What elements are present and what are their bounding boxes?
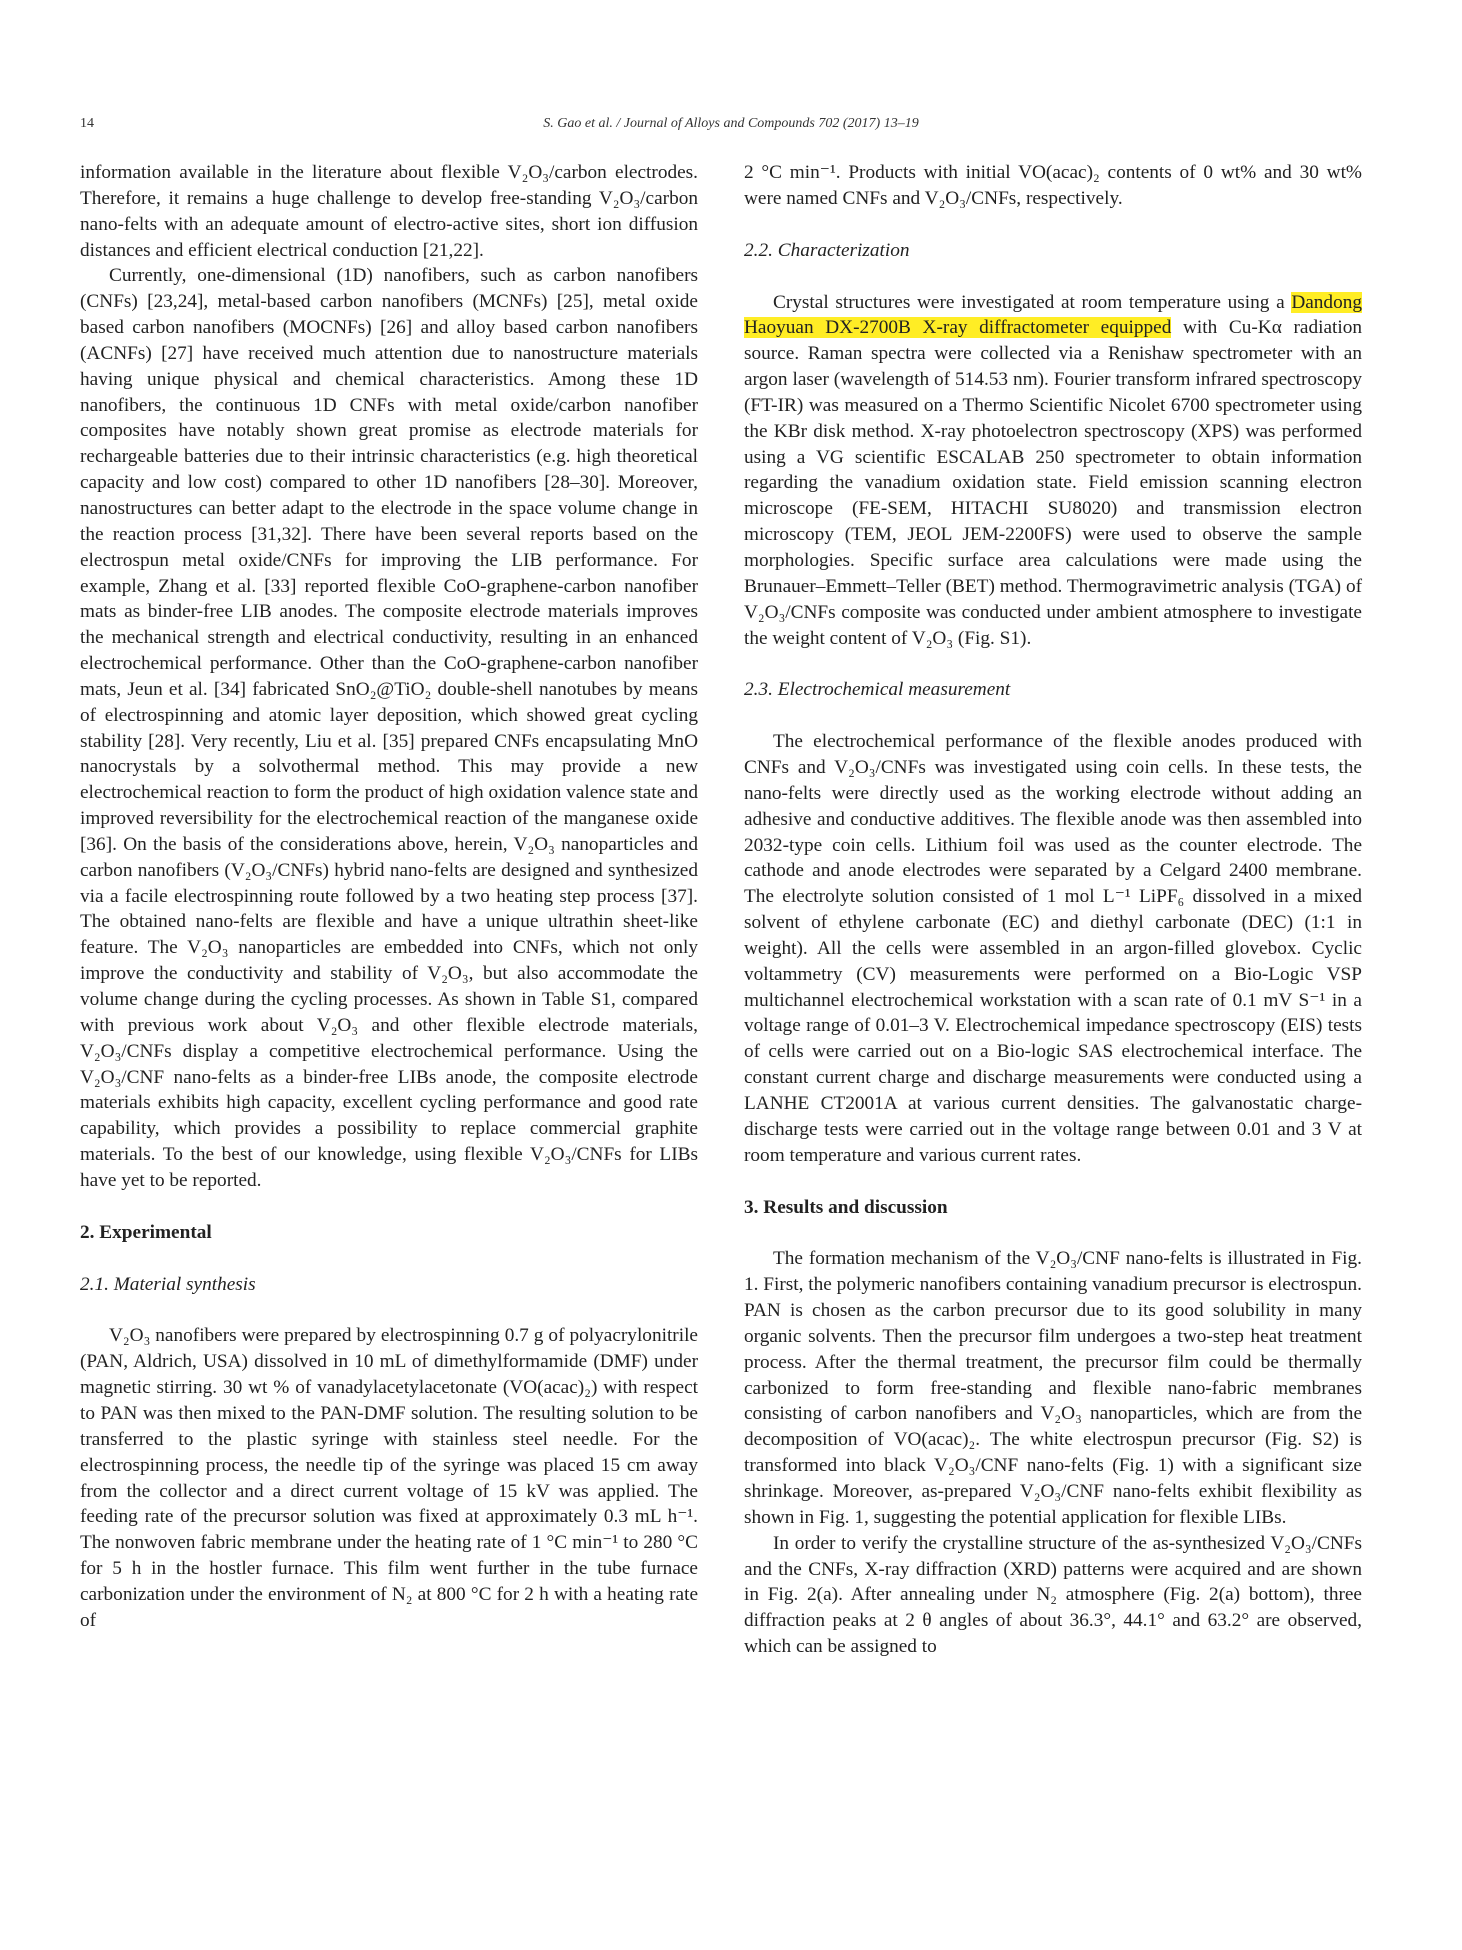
paragraph [744, 290, 1362, 652]
section-heading: 3. Results and discussion [744, 1196, 948, 1218]
highlighted-text: Dandong Haoyuan DX-2700B X-ray diffractometer equipped [744, 291, 1362, 339]
paragraph: The formation mechanism of the V₂O₃/CNF nano-felts is illustrated in Fig. 1. First, the polymeric nanofibers containing vanadium precursor is electrospun. PAN is chosen as the carbon precursor due to its good solubility in many organic solvents. Then the precursor film undergoes a two-step heat treatment process. After the thermal treatment, the precursor film could be thermally carbonized to form free-standing and flexible nano-fabric membranes consisting of carbon nanofibers and V₂O₃ nanoparticles, which are from the decomposition of VO(acac)₂. The white electrospun precursor (Fig. S2) is transformed into black V₂O₃/CNF nano-felts (Fig. 1) with a significant size shrinkage. Moreover, as-prepared V₂O₃/CNF nano-felts exhibit flexibility as shown in Fig. 1, suggesting the potential application for flexible LIBs. [744, 1248, 1362, 1528]
left-column [80, 160, 698, 1634]
page-number: 14 [80, 116, 94, 131]
section-heading: 2. Experimental [80, 1221, 212, 1243]
subsection-heading: 2.3. Electrochemical measurement [744, 679, 1011, 701]
text-run: with Cu-Kα radiation source. Raman spectra were collected via a Renishaw spectrometer with an argon laser (wavelength of 514.53 nm). Fourier transform infrared spectroscopy (FT-IR) was measured on a Thermo Scientific Nicolet 6700 spectrometer using the KBr disk method. X-ray photoelectron spectroscopy (XPS) was performed using a VG scientific ESCALAB 250 spectrometer to obtain information regarding the vanadium oxidation state. Field emission scanning electron microscope (FE-SEM, HITACHI SU8020) and transmission electron microscopy (TEM, JEOL JEM-2200FS) were used to observe the sample morphologies. Specific surface area calculations were made using the Brunauer–Emmett–Teller (BET) method. Thermogravimetric analysis (TGA) of V₂O₃/CNFs composite was conducted under ambient atmosphere to investigate the weight content of V₂O₃ (Fig. S1). [744, 317, 1362, 649]
text-run: Crystal structures were investigated at room temperature using a [773, 291, 1292, 313]
paragraph: 2 °C min⁻¹. Products with initial VO(acac)₂ contents of 0 wt% and 30 wt% were named CNFs and V₂O₃/CNFs, respectively. [744, 162, 1362, 209]
paragraph: V₂O₃ nanofibers were prepared by electrospinning 0.7 g of polyacrylonitrile (PAN, Aldrich, USA) dissolved in 10 mL of dimethylformamide (DMF) under magnetic stirring. 30 wt % of vanadylacetylacetonate (VO(acac)₂) with respect to PAN was then mixed to the PAN-DMF solution. The resulting solution to be transferred to the plastic syringe with stainless steel needle. For the electrospinning process, the needle tip of the syringe was placed 15 cm away from the collector and a direct current voltage of 15 kV was applied. The feeding rate of the precursor solution was fixed at approximately 0.3 mL h⁻¹. The nonwoven fabric membrane under the heating rate of 1 °C min⁻¹ to 280 °C for 5 h in the hostler furnace. This film went further in the tube furnace carbonization under the environment of N₂ at 800 °C for 2 h with a heating rate of [80, 1325, 698, 1631]
subsection-heading: 2.1. Material synthesis [80, 1273, 256, 1295]
paragraph: The electrochemical performance of the flexible anodes produced with CNFs and V₂O₃/CNFs was investigated using coin cells. In these tests, the nano-felts were directly used as the working electrode without adding an adhesive and conductive additives. The flexible anode was then assembled into 2032-type coin cells. Lithium foil was used as the counter electrode. The cathode and anode electrodes were separated by a Celgard 2400 membrane. The electrolyte solution consisted of 1 mol L⁻¹ LiPF₆ dissolved in a mixed solvent of ethylene carbonate (EC) and diethyl carbonate (DEC) (1:1 in weight). All the cells were assembled in an argon-filled glovebox. Cyclic voltammetry (CV) measurements were performed on a Bio-Logic VSP multichannel electrochemical workstation with a scan rate of 0.1 mV S⁻¹ in a voltage range of 0.01–3 V. Electrochemical impedance spectroscopy (EIS) tests of cells were carried out on a Bio-logic SAS electrochemical interface. The constant current charge and discharge measurements were conducted using a LANHE CT2001A at various current densities. The galvanostatic charge-discharge tests were carried out in the voltage range between 0.01 and 3 V at room temperature and various current rates. [744, 731, 1362, 1166]
paragraph: information available in the literature about flexible V₂O₃/carbon electrodes. Therefore, it remains a huge challenge to develop free-standing V₂O₃/carbon nano-felts with an adequate amount of electro-active sites, short ion diffusion distances and efficient electrical conduction [21,22]. [80, 162, 698, 261]
paragraph: In order to verify the crystalline structure of the as-synthesized V₂O₃/CNFs and the CNFs, X-ray diffraction (XRD) patterns were acquired and are shown in Fig. 2(a). After annealing under N₂ atmosphere (Fig. 2(a) bottom), three diffraction peaks at 2 θ angles of about 36.3°, 44.1° and 63.2° are observed, which can be assigned to [744, 1532, 1362, 1658]
paragraph: Currently, one-dimensional (1D) nanofibers, such as carbon nanofibers (CNFs) [23,24], metal-based carbon nanofibers (MCNFs) [25], metal oxide based carbon nanofibers (MOCNFs) [26] and alloy based carbon nanofibers (ACNFs) [27] have received much attention due to nanostructure materials having unique physical and chemical characteristics. Among these 1D nanofibers, the continuous 1D CNFs with metal oxide/carbon nanofiber composites have notably shown great promise as electrode materials for rechargeable batteries due to their intrinsic characteristics (e.g. high theoretical capacity and low cost) compared to other 1D nanofibers [28–30]. Moreover, nanostructures can better adapt to the electrode in the space volume change in the reaction process [31,32]. There have been several reports based on the electrospun metal oxide/CNFs for improving the LIB performance. For example, Zhang et al. [33] reported flexible CoO-graphene-carbon nanofiber mats as binder-free LIB anodes. The composite electrode materials improves the mechanical strength and electrical conductivity, resulting in an enhanced electrochemical performance. Other than the CoO-graphene-carbon nanofiber mats, Jeun et al. [34] fabricated SnO₂@TiO₂ double-shell nanotubes by means of electrospinning and atomic layer deposition, which showed great cycling stability [28]. Very recently, Liu et al. [35] prepared CNFs encapsulating MnO nanocrystals by a solvothermal method. This may provide a new electrochemical reaction to form the product of high oxidation valence state and improved reversibility for the electrochemical reaction of the manganese oxide [36]. On the basis of the considerations above, herein, V₂O₃ nanoparticles and carbon nanofibers (V₂O₃/CNFs) hybrid nano-felts are designed and synthesized via a facile electrospinning route followed by a two heating step process [37]. The obtained nano-felts are flexible and have a unique ultrathin sheet-like feature. The V₂O₃ nanoparticles are embedded into CNFs, which not only improve the conductivity and stability of V₂O₃, but also accommodate the volume change during the cycling processes. As shown in Table S1, compared with previous work about V₂O₃ and other flexible electrode materials, V₂O₃/CNFs display a competitive electrochemical performance. Using the V₂O₃/CNF nano-felts as a binder-free LIBs anode, the composite electrode materials exhibits high capacity, excellent cycling performance and good rate capability, which provides a possibility to replace commercial graphite materials. To the best of our knowledge, using flexible V₂O₃/CNFs for LIBs have yet to be reported. [80, 265, 698, 1191]
page-header [80, 116, 1382, 140]
subsection-heading: 2.2. Characterization [744, 239, 910, 261]
right-column [744, 160, 1362, 1660]
running-title: S. Gao et al. / Journal of Alloys and Compounds 702 (2017) 13–19 [543, 116, 919, 131]
